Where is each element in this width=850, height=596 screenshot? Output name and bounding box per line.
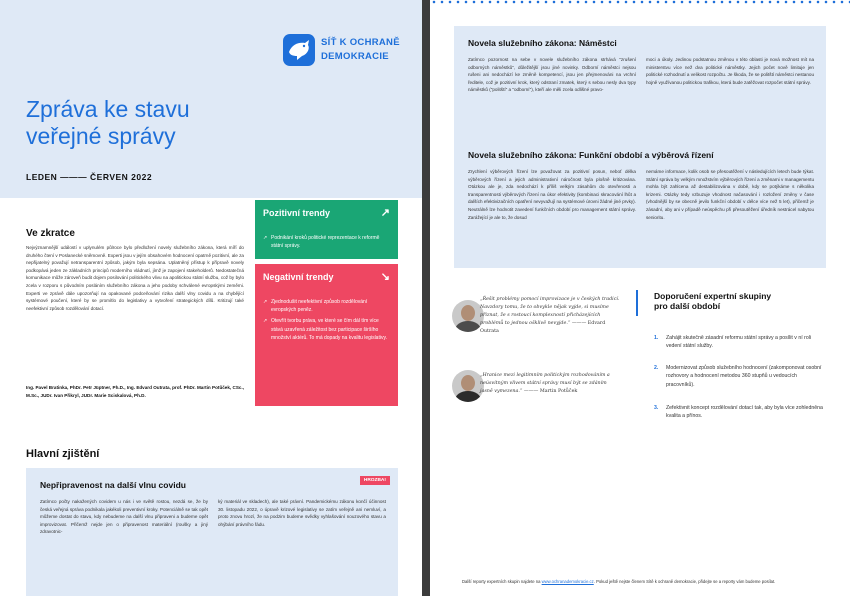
terms-text-col1: Zrychlení výběrových řízení lze považovat za pozitivní posun, neboť délka výběrových řízení a jejich administrativní náročnost byla plošně kritizována. Otázkou ale je, zda nedochází k příliš velkým zásahům do otevřenosti a transparentnosti výběrových řízení na úkor efektivity (kombinaci skracování lhůt a dalších efektivizačních opatření nevyvažují na systémové úrovni žádné jiné prvky). Neutrálně lze hodnotit zavedení funkčních období pro management státní správy. Zarážející je ale to, že dosud (468, 169, 636, 220)
threat-badge: HROZBA! (360, 476, 390, 485)
avatar-shoulders (455, 321, 481, 332)
quote-text: „Řešit problémy pomocí improvizace je v českých tradicí. Navzdory tomu, že to obvykle nějak vyjde, si musíme přiznat, že s rostoucí komplexností přicházejících problémů to jednou ošklivě nevyjde.“ (480, 297, 620, 326)
findings-heading: Hlavní zjištění (26, 448, 100, 460)
positive-trends-list (255, 230, 398, 259)
page-footer (462, 579, 832, 584)
footer-text-before: Další reporty expertních skupin najdete na (462, 579, 542, 584)
negative-trend-item: ↗ Otevřít tvorbu práva, ve které se čím dál tím více stává uzavřená záležitost bez participace širšího množství aktérů. To má dopady na kvalitu legislativy. (263, 317, 390, 342)
avatar-face (461, 305, 475, 321)
recommendation-number: 1. (654, 335, 659, 341)
report-page-left (0, 0, 422, 596)
summary-authors: Ing. Pavel Bratinka, PhDr. Petr Jüptner, Ph.D., Ing. Edvard Outrata, prof. PhDr. Martin Potůček, CSc., M.Sc., JUDr. Ivan Přikryl, JUDr. Marie Sciskalová, Ph.D. (26, 385, 244, 398)
page-gutter (422, 0, 430, 596)
positive-trend-item: ↗ Podnikání kroků politické reprezentace k reformě státní správy. (263, 234, 390, 250)
terms-card-title: Novela služebního zákona: Funkční období a výběrová řízení (468, 150, 714, 160)
org-name-line2: DEMOKRACIE (321, 51, 389, 62)
report-header (0, 0, 422, 198)
avatar-face (461, 375, 475, 391)
report-title-line2: veřejné správy (26, 123, 176, 149)
positive-trends-panel (255, 200, 398, 259)
quote-author: ——— Edvard Outrata (480, 321, 606, 334)
recommendation-item (654, 364, 824, 389)
negative-trends-heading: Negativní trendy (263, 272, 334, 282)
avatar-shoulders (455, 391, 481, 402)
bird-logo-icon (283, 34, 315, 66)
recommendation-text: Zahájit skutečně zásadní reformu státní správy a posílit v ní roli vedení státní služby. (666, 335, 812, 350)
report-period: LEDEN ——— ČERVEN 2022 (26, 172, 153, 182)
deputies-text-col1: Zatímco pozornost na sebe v novele služebního zákona strhává "zrušení odborných náměstků", důležitější jsou jiné novinky. Odborní náměstci nejsou rušeni ani nedochází ke změně kompetencí, jsou jen přejmenováni na vrchní ředitele, což je pozitivní krok, který odstraní zmatek, který s sebou nesly dva typy náměstků ("politští" a "odborní"), kteří ale měli zcela odlišné pravo- (468, 57, 636, 93)
deputies-text-col2: moci a úkoly. Jedinou podstatnou změnou v této oblasti je nová možnost mít na ministerstvu více než dva politické náměstky. Jejich počet nově limituje jen politické rozhodnutí a velikost rozpočtu. Je škoda, že se politští náměstci nestanou hojně využívanou politickou trafikou, která bude zatěžovat rozpočet státní správy. (646, 57, 814, 85)
website-link[interactable]: www.ochranademokracie.cz (541, 579, 594, 584)
summary-heading: Ve zkratce (26, 228, 75, 239)
terms-text-col2: nemáme informace, kolik osob se přesoutěžení v následujících letech bude týkat. Státní správa by velkým množstvím výběrových řízení a změnami v managementu mohla být zahlcena až destabilizována v době, kdy se potýkáme s několika krizemi. Otázky tedy vzbuzuje vhodnost načasování i rozložení změny v čase (vhodnější by se obecně jevilo funkční období v délce více než 5 let), přičemž je zásadní, aby ani v případě neúspěchu při přesoutěžení úředník nestrácel nabytou senioritu. (646, 169, 814, 220)
recommendation-item (654, 334, 824, 351)
covid-text-col2: ký materiál ve skladech), ale také právní. Pandemickému zákonu končí účinnost 30. listopadu 2022, o úpravě krizové legislativy se zatím veřejně ani nemluví, a proto znovu hrozí, že na podzim budeme svědky vyhlašování nouzového stavu a ohýbání právního řádu. (218, 499, 386, 527)
report-title (26, 96, 286, 150)
org-name-line1: SÍŤ K OCHRANĚ (321, 37, 400, 48)
org-name (321, 36, 411, 64)
negative-trends-panel (255, 264, 398, 406)
covid-text-col1: Zatímco počty nakažených covidem u nás i ve světě rostou, nezdá se, že by česká veřejná správa podnikala jakékoli preventivní kroky. Potenciálně se tak opět můžeme dostat do stavu, kdy nebudeme na další vlnu připraveni a budeme opět improvizovat. Přičemž nejde jen o připravenost materiální (roušky a jiný zdravotnic- (40, 499, 208, 535)
report-title-line1: Zpráva ke stavu (26, 96, 190, 122)
covid-card-title: Nepřipravenost na další vlnu covidu (40, 480, 186, 490)
negative-trends-list (255, 294, 398, 351)
deputies-card (454, 26, 826, 138)
covid-card (26, 468, 398, 596)
recommendation-number: 2. (654, 365, 659, 371)
recommendations-heading-line1: Doporučení expertní skupiny (654, 291, 772, 301)
arrow-up-right-icon: ↗ (380, 207, 390, 219)
footer-text-after: . Pokud ještě nejste členem Sítě k ochraně demokracie, přidejte se a reporty vám budeme posílat. (593, 579, 776, 584)
quote-text: „Hranice mezi legitimním politickým rozhodováním a neúsvitným vlivem státní správy musí být se zdáním jasně vymezena.“ (480, 373, 610, 394)
positive-trends-heading: Pozitivní trendy (263, 208, 331, 218)
recommendation-text: Zefektivnit koncept rozdělování dotací tak, aby byla více zohledněna kvalita a přínos. (666, 405, 823, 420)
arrow-down-right-icon: ↘ (380, 271, 390, 283)
deputies-card-title: Novela služebního zákona: Náměstci (468, 38, 617, 48)
recommendation-item (654, 404, 824, 421)
negative-trend-item: ↗ Zjednodušit neefektivní způsob rozdělování evropských peněz. (263, 298, 390, 314)
quote-author: ——— Martin Potůček (523, 389, 578, 394)
org-logo[interactable] (283, 34, 403, 70)
quote-block (480, 296, 620, 336)
recommendation-text: Modernizovat způsob služebního hodnocení (zakomponovat osobní rozhovory a hodnocení metodou 360 stupňů u vedoucích pracovníků). (666, 365, 822, 388)
terms-card (454, 138, 826, 268)
positive-trends-header (255, 200, 398, 230)
quote-block (480, 372, 620, 396)
negative-trends-header (255, 264, 398, 294)
summary-body: Nejvýznamnější událostí v uplynulém půlroce bylo předložení novely služebního zákona, která míří do druhého čtení v Poslanecké sněmovně. Experti jsou v jejím obsahovém hodnocení opatrně pozitivní, ale za nepřijatelný považují netransparentní způsob, jakým byla sepsána. Uplatněný přístup k přípravě novely podkopává jeden ze základních principů moderního vládnutí, jímž je zapojení stakeholderů. Nedostatečná komunikace může zároveň budit dojem posilování politického vlivu na apolitickou státní službu, což by bylo zcela v rozporu s původním posláním služebního zákona a jeho podoby schválené evropskými zeměmi. Experti ve zprávě dále upozorňují na opakované podceňování rizika další vlny covidu a na chybějící systémové poučení, které by se promítlo do legislativy a vytvoření strategických dílů. Kritizují také neefektivní způsob rozdělování dotací. (26, 245, 244, 311)
recommendations-heading (654, 291, 824, 311)
recommendations-heading-line2: pro další období (654, 301, 721, 311)
page-top-dots (430, 0, 850, 4)
recommendation-number: 3. (654, 405, 659, 411)
